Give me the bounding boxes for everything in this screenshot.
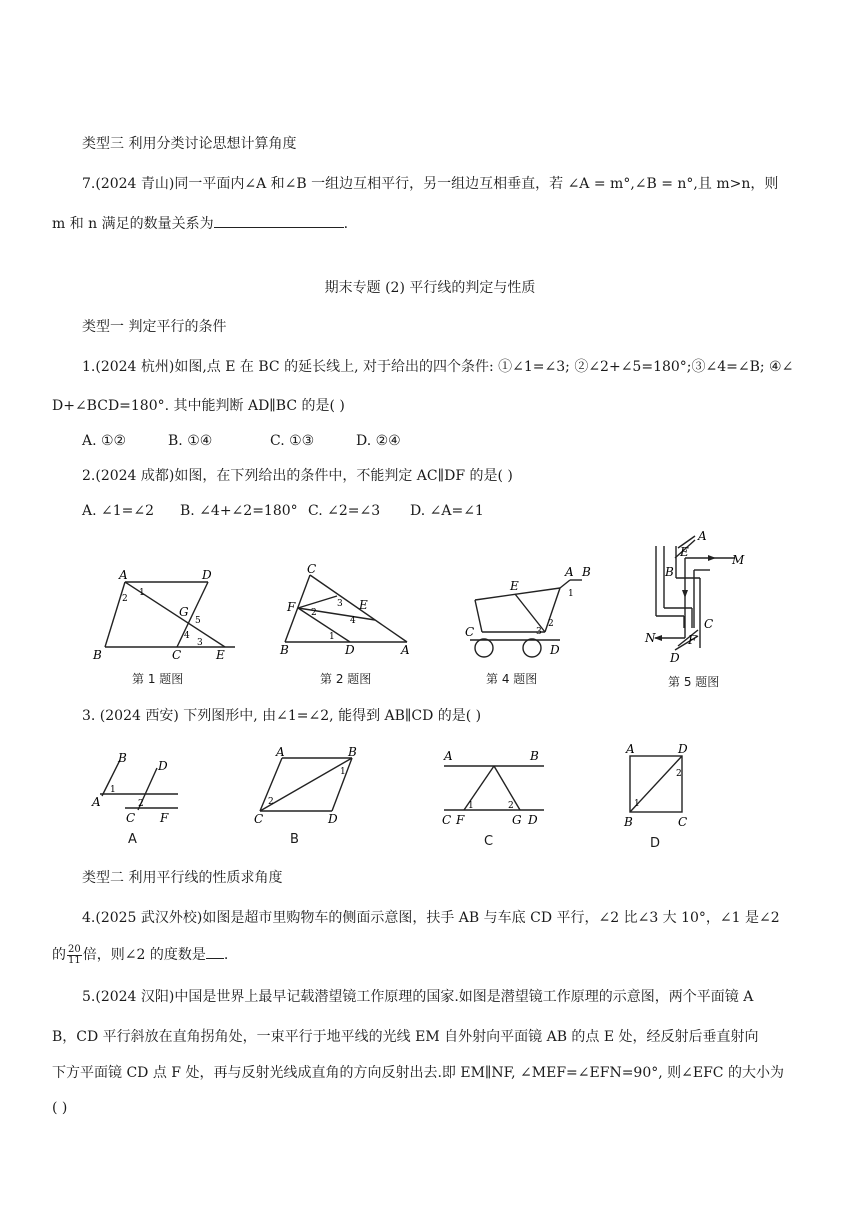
fig5-label-c: C — [704, 617, 714, 631]
figure-5 — [640, 528, 760, 668]
q3c-label-a: A — [444, 749, 453, 763]
fig2-label-c: C — [307, 562, 317, 576]
q3a-angle-2: 2 — [138, 799, 144, 809]
q3b-label-b: B — [348, 746, 357, 759]
q1-line1: 1.(2024 杭州)如图,点 E 在 BC 的延长线上, 对于给出的四个条件: ①∠1=∠3; ②∠2+∠5=180°;③∠4=∠B; ④∠ — [82, 359, 794, 375]
q2-option-c[interactable]: C. ∠2=∠3 — [308, 503, 381, 519]
figure-1-caption: 第 1 题图 — [132, 672, 184, 686]
q5-line1: 5.(2024 汉阳)中国是世界上最早记载潜望镜工作原理的国家.如图是潜望镜工作原理的示意图，两个平面镜 A — [82, 989, 754, 1005]
q3b-label-d: D — [328, 812, 338, 826]
q7-line1: 7.(2024 青山)同一平面内∠A 和∠B 一组边互相平行，另一组边互相垂直，若 ∠A = m°,∠B = n°,且 m>n，则 — [82, 176, 779, 192]
q3a-angle-1: 1 — [110, 785, 116, 795]
fig2-angle-3: 3 — [337, 599, 343, 609]
fig5-label-m: M — [732, 553, 745, 567]
q3-figure-c — [438, 746, 548, 826]
fig1-angle-2: 2 — [122, 594, 128, 604]
q4-fraction-numerator: 20 — [68, 943, 81, 955]
q3b-angle-2: 2 — [268, 797, 274, 807]
section-type2-heading: 类型二 利用平行线的性质求角度 — [82, 870, 283, 886]
q7-line2-end: . — [343, 216, 349, 232]
fig2-label-e: E — [359, 598, 368, 612]
fig5-label-f: F — [688, 633, 697, 647]
q3-option-c[interactable]: C — [484, 834, 494, 849]
fig2-angle-4: 4 — [350, 616, 356, 626]
q3c-angle-2: 2 — [508, 801, 514, 811]
fig2-label-a: A — [401, 643, 410, 657]
q7-line2-text: m 和 n 满足的数量关系为 — [52, 216, 214, 232]
q4-line2-start: 的 — [52, 947, 66, 963]
q4-line2-mid: 倍，则∠2 的度数是 — [82, 947, 206, 963]
topic-title: 期末专题 (2) 平行线的判定与性质 — [324, 280, 536, 296]
fig5-label-d: D — [670, 651, 680, 665]
fig1-label-c: C — [172, 648, 182, 660]
q3c-label-c: C — [442, 813, 452, 826]
q3b-angle-1: 1 — [340, 767, 346, 777]
q7-line2 — [52, 213, 348, 234]
q3d-label-a: A — [626, 742, 635, 756]
fig2-label-d: D — [345, 643, 355, 657]
fig1-angle-5: 5 — [195, 616, 201, 626]
q1-option-a[interactable]: A. ①② — [82, 433, 127, 449]
q3c-label-b: B — [530, 749, 539, 763]
fig2-angle-2: 2 — [311, 608, 317, 618]
fig4-label-e: E — [510, 579, 519, 593]
fig5-label-e: E — [680, 545, 689, 559]
q3-line1: 3. (2024 西安) 下列图形中, 由∠1=∠2, 能得到 AB∥CD 的是( ) — [82, 708, 482, 724]
figure-5-caption: 第 5 题图 — [668, 675, 720, 689]
q3c-label-f: F — [456, 813, 465, 826]
q3c-label-d: D — [528, 813, 538, 826]
q3a-label-a: A — [92, 795, 101, 809]
q3-figure-a — [90, 748, 180, 828]
fig1-label-b: B — [93, 648, 102, 660]
q2-line1: 2.(2024 成都)如图，在下列给出的条件中，不能判定 AC∥DF 的是( ) — [82, 468, 513, 484]
fig4-angle-1: 1 — [568, 589, 574, 599]
arrow-icon — [708, 555, 716, 561]
fig5-label-a: A — [698, 529, 707, 543]
figure-4-caption: 第 4 题图 — [486, 672, 538, 686]
fig1-label-g: G — [179, 605, 189, 619]
q3c-angle-1: 1 — [468, 801, 474, 811]
q2-options — [82, 501, 484, 521]
q4-fraction-denominator: 11 — [68, 954, 81, 966]
q2-option-d[interactable]: D. ∠A=∠1 — [410, 503, 484, 519]
fig1-label-a: A — [119, 568, 128, 582]
q4-line2-end: . — [223, 947, 229, 963]
q4-line1: 4.(2025 武汉外校)如图是超市里购物车的侧面示意图，扶手 AB 与车底 CD 平行，∠2 比∠3 大 10°，∠1 是∠2 — [82, 910, 780, 926]
fig5-label-b: B — [665, 565, 674, 579]
section-type3-heading: 类型三 利用分类讨论思想计算角度 — [82, 136, 297, 152]
figure-4 — [460, 562, 600, 662]
q3-figure-d — [620, 740, 700, 832]
q3c-label-g: G — [512, 813, 522, 826]
fig2-label-f: F — [287, 600, 296, 614]
q1-option-d[interactable]: D. ②④ — [356, 433, 401, 449]
q3-figure-b — [252, 746, 362, 826]
q1-options — [82, 431, 401, 451]
q3b-label-a: A — [276, 746, 285, 759]
q3d-label-b: B — [624, 815, 633, 829]
fig4-label-c: C — [465, 625, 475, 639]
fig1-angle-4: 4 — [184, 631, 190, 641]
q1-option-c[interactable]: C. ①③ — [270, 433, 315, 449]
fig1-angle-3: 3 — [197, 638, 203, 648]
fig4-label-a: A — [565, 565, 574, 579]
fig4-label-b: B — [582, 565, 591, 579]
fig1-label-d: D — [202, 568, 212, 582]
q3d-label-d: D — [678, 742, 688, 756]
q7-answer-blank[interactable] — [214, 213, 344, 228]
fig1-label-e: E — [216, 648, 225, 660]
q2-option-b[interactable]: B. ∠4+∠2=180° — [180, 503, 298, 519]
q4-line2 — [52, 944, 228, 966]
arrow-icon — [682, 590, 688, 598]
q4-answer-blank[interactable] — [206, 944, 224, 959]
q5-line2: B，CD 平行斜放在直角拐角处，一束平行于地平线的光线 EM 自外射向平面镜 AB 的点 E 处，经反射后垂直射向 — [52, 1029, 759, 1045]
fig5-label-n: N — [645, 631, 656, 645]
fig4-angle-2: 2 — [548, 619, 554, 629]
q3-option-b[interactable]: B — [290, 832, 299, 847]
q3a-label-b: B — [118, 751, 127, 765]
figure-1 — [85, 565, 245, 660]
fig4-label-d: D — [550, 643, 560, 657]
q3d-label-c: C — [678, 815, 688, 829]
q3d-angle-1: 1 — [634, 799, 640, 809]
q2-option-a[interactable]: A. ∠1=∠2 — [82, 503, 155, 519]
q3a-label-f: F — [160, 811, 169, 825]
q5-line4: ( ) — [52, 1100, 68, 1116]
figure-2-caption: 第 2 题图 — [320, 672, 372, 686]
q3d-angle-2: 2 — [676, 769, 682, 779]
q3-option-a[interactable]: A — [128, 832, 137, 847]
q4-fraction — [67, 945, 82, 966]
q3a-label-d: D — [158, 759, 168, 773]
q1-option-b[interactable]: B. ①④ — [168, 433, 213, 449]
fig4-angle-3: 3 — [536, 627, 542, 637]
figure-2 — [275, 560, 415, 660]
q3-option-d[interactable]: D — [650, 836, 661, 851]
q3b-label-c: C — [254, 812, 264, 826]
q1-line2: D+∠BCD=180°. 其中能判断 AD∥BC 的是( ) — [52, 398, 345, 414]
q5-line3: 下方平面镜 CD 点 F 处，再与反射光线成直角的方向反射出去.即 EM∥NF, ∠MEF=∠EFN=90°, 则∠EFC 的大小为 — [52, 1065, 784, 1081]
fig2-angle-1: 1 — [329, 632, 335, 642]
fig2-label-b: B — [280, 643, 289, 657]
q3a-label-c: C — [126, 811, 136, 825]
section-type1-heading: 类型一 判定平行的条件 — [82, 319, 227, 335]
fig1-angle-1: 1 — [139, 588, 145, 598]
